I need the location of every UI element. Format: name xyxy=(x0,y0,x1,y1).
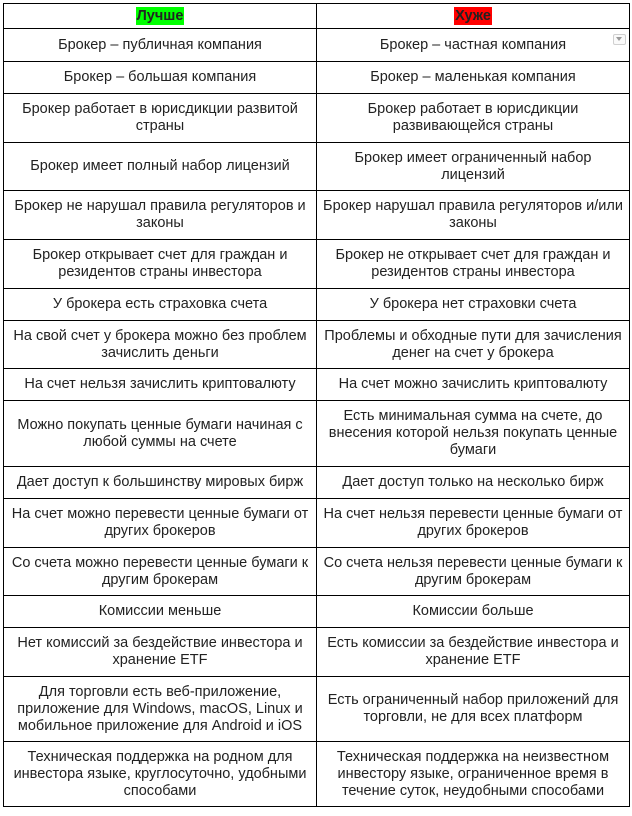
cell-worse: Брокер не открывает счет для граждан и резидентов страны инвестора xyxy=(317,240,630,289)
table-row xyxy=(4,742,630,807)
cell-worse: Со счета нельзя перевести ценные бумаги к другим брокерам xyxy=(317,548,630,596)
chevron-down-icon[interactable] xyxy=(613,34,626,45)
cell-worse: Есть комиссии за бездействие инвестора и хранение ETF xyxy=(317,628,630,677)
table-row xyxy=(4,548,630,596)
header-cell-worse xyxy=(317,4,630,29)
table-row xyxy=(4,628,630,677)
table-row xyxy=(4,596,630,628)
cell-better: Брокер – публичная компания xyxy=(4,29,317,62)
header-row xyxy=(4,4,630,29)
cell-worse: Проблемы и обходные пути для зачисления денег на счет у брокера xyxy=(317,321,630,369)
table-row xyxy=(4,677,630,742)
cell-better: Брокер работает в юрисдикции развитой страны xyxy=(4,94,317,143)
cell-worse: На счет можно зачислить криптовалюту xyxy=(317,369,630,401)
cell-better: Брокер – большая компания xyxy=(4,62,317,94)
cell-better: Комиссии меньше xyxy=(4,596,317,628)
header-worse-label: Хуже xyxy=(455,7,491,24)
cell-better: У брокера есть страховка счета xyxy=(4,289,317,321)
cell-worse: Брокер нарушал правила регуляторов и/или законы xyxy=(317,191,630,240)
cell-better: Брокер не нарушал правила регуляторов и законы xyxy=(4,191,317,240)
cell-better: На счет нельзя зачислить криптовалюту xyxy=(4,369,317,401)
cell-worse: Есть ограниченный набор приложений для торговли, не для всех платформ xyxy=(317,677,630,742)
cell-worse: Техническая поддержка на неизвестном инвестору языке, ограниченное время в течение суток, неудобными способами xyxy=(317,742,630,807)
table-row xyxy=(4,289,630,321)
table-row xyxy=(4,191,630,240)
table-row xyxy=(4,143,630,191)
cell-worse: Есть минимальная сумма на счете, до внесения которой нельзя покупать ценные бумаги xyxy=(317,401,630,467)
cell-better: Можно покупать ценные бумаги начиная с любой суммы на счете xyxy=(4,401,317,467)
table-row xyxy=(4,240,630,289)
cell-better: Брокер открывает счет для граждан и резидентов страны инвестора xyxy=(4,240,317,289)
cell-better: Для торговли есть веб-приложение, приложение для Windows, macOS, Linux и мобильное приложение для Android и iOS xyxy=(4,677,317,742)
table-row xyxy=(4,369,630,401)
cell-better: Брокер имеет полный набор лицензий xyxy=(4,143,317,191)
table-row xyxy=(4,29,630,62)
cell-worse: На счет нельзя перевести ценные бумаги от других брокеров xyxy=(317,499,630,548)
cell-worse: Дает доступ только на несколько бирж xyxy=(317,467,630,499)
cell-better: Нет комиссий за бездействие инвестора и хранение ETF xyxy=(4,628,317,677)
table-row xyxy=(4,321,630,369)
cell-worse: Брокер работает в юрисдикции развивающейся страны xyxy=(317,94,630,143)
cell-better: Дает доступ к большинству мировых бирж xyxy=(4,467,317,499)
cell-better: Со счета можно перевести ценные бумаги к другим брокерам xyxy=(4,548,317,596)
table-row xyxy=(4,499,630,548)
header-better-label: Лучше xyxy=(136,7,184,24)
cell-worse: У брокера нет страховки счета xyxy=(317,289,630,321)
cell-better: На счет можно перевести ценные бумаги от других брокеров xyxy=(4,499,317,548)
header-cell-better xyxy=(4,4,317,29)
cell-worse: Брокер имеет ограниченный набор лицензий xyxy=(317,143,630,191)
cell-worse: Комиссии больше xyxy=(317,596,630,628)
cell-worse: Брокер – частная компания xyxy=(317,29,630,62)
table-row xyxy=(4,62,630,94)
cell-worse: Брокер – маленькая компания xyxy=(317,62,630,94)
table-row xyxy=(4,467,630,499)
cell-better: Техническая поддержка на родном для инвестора языке, круглосуточно, удобными способами xyxy=(4,742,317,807)
table-row xyxy=(4,94,630,143)
comparison-table-container xyxy=(3,3,629,807)
table-row xyxy=(4,401,630,467)
broker-comparison-table xyxy=(3,3,630,807)
cell-better: На свой счет у брокера можно без проблем зачислить деньги xyxy=(4,321,317,369)
